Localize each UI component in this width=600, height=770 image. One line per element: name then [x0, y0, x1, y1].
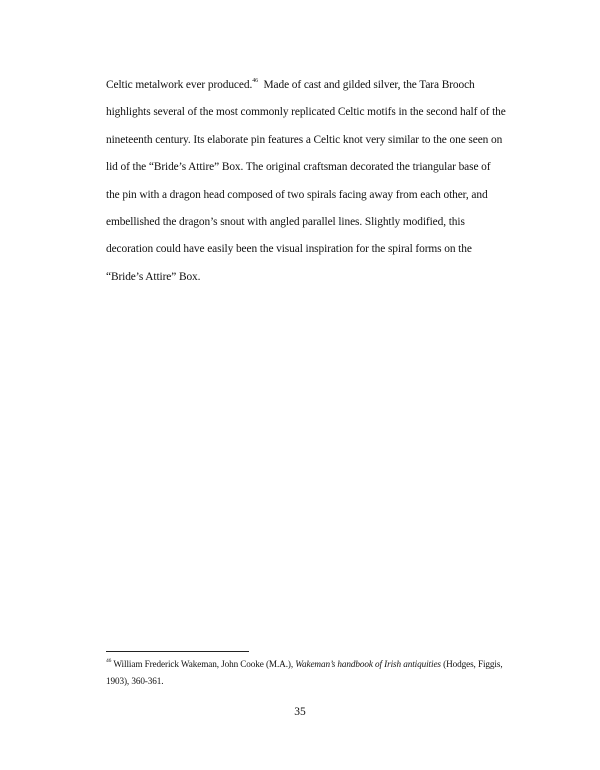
body-line: lid of the “Bride’s Attire” Box. The original craftsman decorated the triangular base of — [106, 161, 491, 174]
footnote-number: 46 — [106, 658, 112, 664]
footnote-book-title: Wakeman’s handbook of Irish antiquities — [295, 659, 441, 669]
footnote — [106, 656, 526, 690]
footnote-authors: William Frederick Wakeman, John Cooke (M.A.), — [111, 659, 296, 669]
page-number: 35 — [294, 706, 306, 718]
body-line: the pin with a dragon head composed of two spirals facing away from each other, and — [106, 188, 488, 201]
footnote-separator-rule — [106, 651, 249, 652]
body-line-text: Celtic metalwork ever produced. — [106, 79, 253, 91]
footnote-reference[interactable]: 46 — [252, 78, 258, 84]
body-line: highlights several of the most commonly replicated Celtic motifs in the second half of the — [106, 106, 506, 119]
body-line — [106, 72, 526, 99]
body-paragraph — [106, 72, 526, 291]
body-line-text: Made of cast and gilded silver, the Tara Brooch — [258, 79, 475, 91]
body-line: embellished the dragon’s snout with angled parallel lines. Slightly modified, this — [106, 216, 465, 229]
body-line: nineteenth century. Its elaborate pin features a Celtic knot very similar to the one seen on — [106, 133, 503, 146]
body-line: decoration could have easily been the visual inspiration for the spiral forms on the — [106, 243, 472, 256]
footnote-publication: (Hodges, Figgis, 1903), 360-361. — [106, 659, 505, 686]
body-line: “Bride’s Attire” Box. — [106, 270, 201, 283]
